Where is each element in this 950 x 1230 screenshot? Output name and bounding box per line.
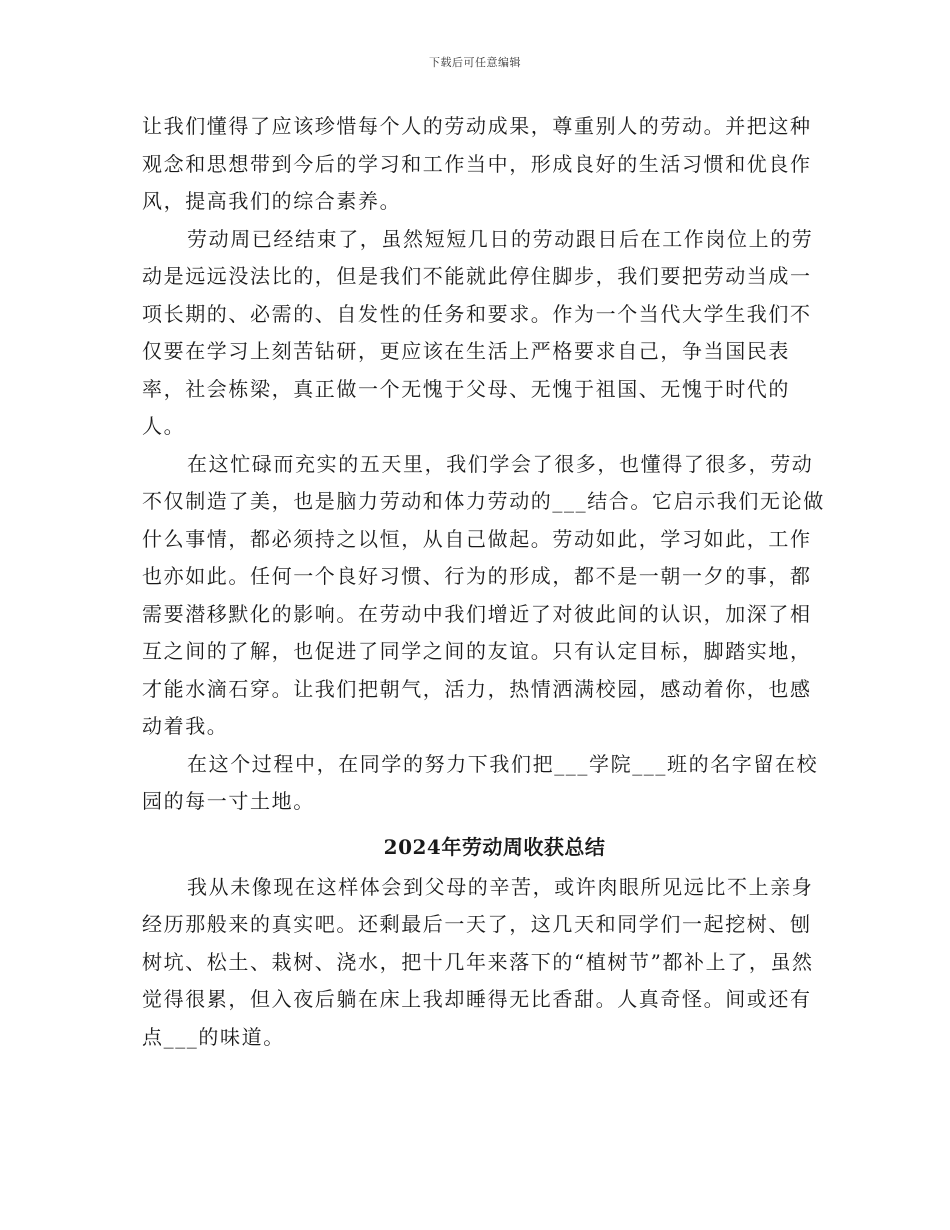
- paragraph-2: 劳动周已经结束了，虽然短短几日的劳动跟日后在工作岗位上的劳动是远远没法比的，但是我们不能就此停住脚步，我们要把劳动当成一项长期的、必需的、自发性的任务和要求。作为一个当代大学生我们不仅要在学习上刻苦钻研，更应该在生活上严格要求自己，争当国民表率，社会栋梁，真正做一个无愧于父母、无愧于祖国、无愧于时代的人。: [142, 226, 814, 438]
- section-title: 2024年劳动周收获总结: [383, 834, 606, 859]
- paragraph-4: 在这个过程中，在同学的努力下我们把___学院___班的名字留在校园的每一寸土地。: [142, 751, 819, 813]
- paragraph-3: 在这忙碌而充实的五天里，我们学会了很多，也懂得了很多，劳动不仅制造了美，也是脑力劳动和体力劳动的___结合。它启示我们无论做什么事情，都必须持之以恒，从自己做起。劳动如此，学习如此，工作也亦如此。任何一个良好习惯、行为的形成，都不是一朝一夕的事，都需要潜移默化的影响。在劳动中我们增近了对彼此间的认识，加深了相互之间的了解，也促进了同学之间的友谊。只有认定目标，脚踏实地，才能水滴石穿。让我们把朝气，活力，热情洒满校园，感动着你，也感动着我。: [142, 451, 825, 738]
- page-header: 下载后可任意编辑: [429, 56, 521, 69]
- paragraph-1: 让我们懂得了应该珍惜每个人的劳动成果，尊重别人的劳动。并把这种观念和思想带到今后的学习和工作当中，形成良好的生活习惯和优良作风，提高我们的综合素养。: [142, 114, 812, 213]
- paragraph-5: 我从未像现在这样体会到父母的辛苦，或许肉眼所见远比不上亲身经历那般来的真实吧。还剩最后一天了，这几天和同学们一起挖树、刨树坑、松土、栽树、浇水，把十几年来落下的“植树节”都补上了，虽然觉得很累，但入夜后躺在床上我却睡得无比香甜。人真奇怪。间或还有点___的味道。: [142, 874, 814, 1049]
- document-body: [142, 108, 827, 1056]
